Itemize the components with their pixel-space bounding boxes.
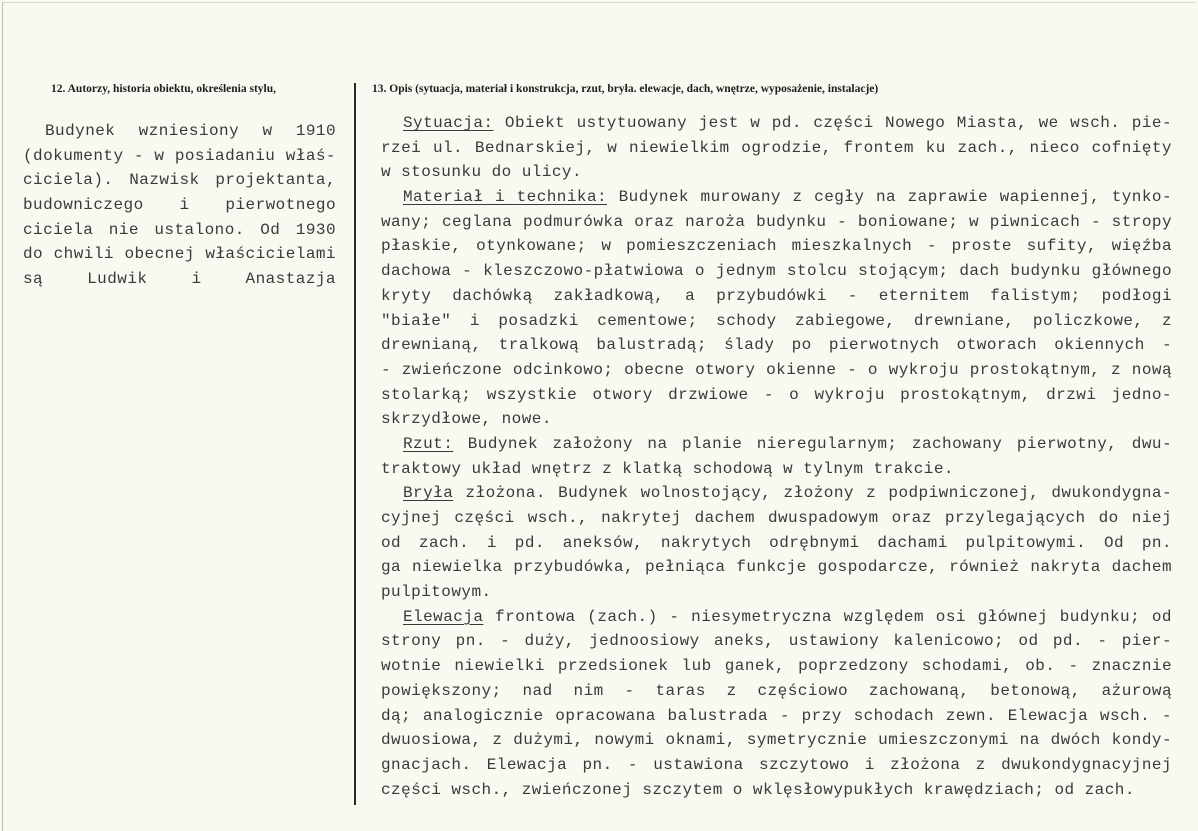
text-line: ga niewielka przybudówka, pełniąca funkcje gospodarcze, również nakryta dachem [381, 558, 1172, 577]
text-line: części wsch., zwieńczonej szczytem o wklęsłowypukłych krawędziach; od zach. [381, 780, 1135, 799]
text-line: są Ludwik i Anastazja [23, 270, 336, 289]
text-line: płaskie, otynkowane; w pomieszczeniach mieszkalnych - proste sufity, więźba [381, 237, 1172, 256]
text-line: strony pn. - duży, jednoosiowy aneks, ustawiony kalenicowo; od pd. - pier- [381, 632, 1172, 651]
paragraph-text: Budynek założony na planie nieregularnym; zachowany pierwotny, dwu- [453, 434, 1172, 453]
document-page [2, 2, 1196, 831]
section-13-text [381, 111, 1172, 802]
paragraph-lead-heading: Materiał i technika: [403, 188, 608, 207]
paragraph-text: Budynek murowany z cegły na zaprawie wapiennej, tynko- [607, 188, 1172, 207]
section-13-header: 13. Opis (sytuacja, materiał i konstrukcja, rzut, bryła. elewacje, dach, wnętrze, wyposażenie, instalacje) [372, 83, 879, 95]
paragraph-first-line [381, 605, 1172, 630]
text-line: budowniczego i pierwotnego [23, 196, 336, 215]
text-line: cyjnej części wsch., nakrytej dachem dwuspadowym oraz przylegających do niej [381, 509, 1172, 527]
text-line: dą; analogicznie opracowana balustrada - przy schodach zewn. Elewacja wsch. - [381, 706, 1172, 725]
text-line: pulpitowym. [381, 583, 492, 602]
paragraph-lead-heading: Rzut: [403, 434, 454, 453]
text-line: "białe" i posadzki cementowe; schody zabiegowe, drewniane, policzkowe, z [381, 311, 1172, 330]
text-line: dachowa - kleszczowo-płatwiowa o jednym stolcu stojącym; dach budynku głównego [381, 262, 1172, 281]
text-line: wotnie niewielki przedsionek lub ganek, poprzedzony schodami, ob. - znacznie [381, 657, 1172, 676]
text-line: kryty dachówką zakładkową, a przybudówki - eternitem falistym; podłogi [381, 286, 1172, 305]
section-12-text [23, 119, 336, 292]
paragraph-text: Obiekt ustytuowany jest w pd. części Nowego Miasta, we wsch. pie- [493, 114, 1172, 132]
text-line: w stosunku do ulicy. [381, 163, 583, 182]
column-divider [354, 83, 356, 805]
paragraph-lead-heading: Elewacja [403, 607, 484, 626]
text-line: wany; ceglana podmurówka oraz naroża budynku - boniowane; w piwnicach - stropy [381, 212, 1172, 231]
text-line: - zwieńczone odcinkowo; obecne otwory okienne - o wykroju prostokątnym, z nową [381, 360, 1172, 379]
text-line: dwuosiowa, z dużymi, nowymi oknami, symetrycznie umieszczonymi na dwóch kondy- [381, 731, 1172, 750]
text-line: do chwili obecnej właścicielami [23, 245, 336, 264]
text-line: powiększony; nad nim - taras z częściowo zachowaną, betonową, ażurową [381, 681, 1172, 700]
text-line: ciciela nie ustalono. Od 1930 [23, 220, 336, 239]
text-line: od zach. i pd. aneksów, nakrytych odrębnymi dachami pulpitowymi. Od pn. [381, 533, 1172, 552]
paragraph-text: złożona. Budynek wolnostojący, złożony z podpiwniczonej, dwukondygna- [453, 484, 1172, 503]
text-line: ciciela). Nazwisk projektanta, [23, 171, 336, 190]
paragraph-first-line [381, 481, 1172, 506]
text-line: skrzydłowe, nowe. [381, 410, 552, 429]
text-line: stolarką; wszystkie otwory drzwiowe - o wykroju prostokątnym, drzwi jedno- [381, 385, 1172, 404]
text-line: gnacjach. Elewacja pn. - ustawiona szczytowo i złożona z dwukondygnacyjnej [381, 755, 1172, 774]
paragraph-text: frontowa (zach.) - niesymetryczna względem osi głównej budynku; od [483, 607, 1172, 626]
paragraph-first-line [381, 432, 1172, 457]
text-line: rzei ul. Bednarskiej, w niewielkim ogrodzie, frontem ku zach., nieco cofnięty [381, 138, 1172, 157]
text-line: (dokumenty - w posiadaniu właś- [23, 146, 336, 165]
paragraph-lead-heading: Sytuacja: [403, 114, 494, 132]
text-line: Budynek wzniesiony w 1910 [45, 122, 336, 140]
section-12-header: 12. Autorzy, historia obiektu, określenia stylu, [51, 83, 277, 95]
text-line: drewnianą, tralkową balustradą; ślady po pierwotnych otworach okiennych - [381, 336, 1172, 355]
text-line: traktowy układ wnętrz z klatką schodową w tylnym trakcie. [381, 459, 954, 478]
paragraph-lead-heading: Bryła [403, 484, 454, 503]
paragraph-first-line [381, 185, 1172, 210]
paragraph-first-line [381, 111, 1172, 136]
